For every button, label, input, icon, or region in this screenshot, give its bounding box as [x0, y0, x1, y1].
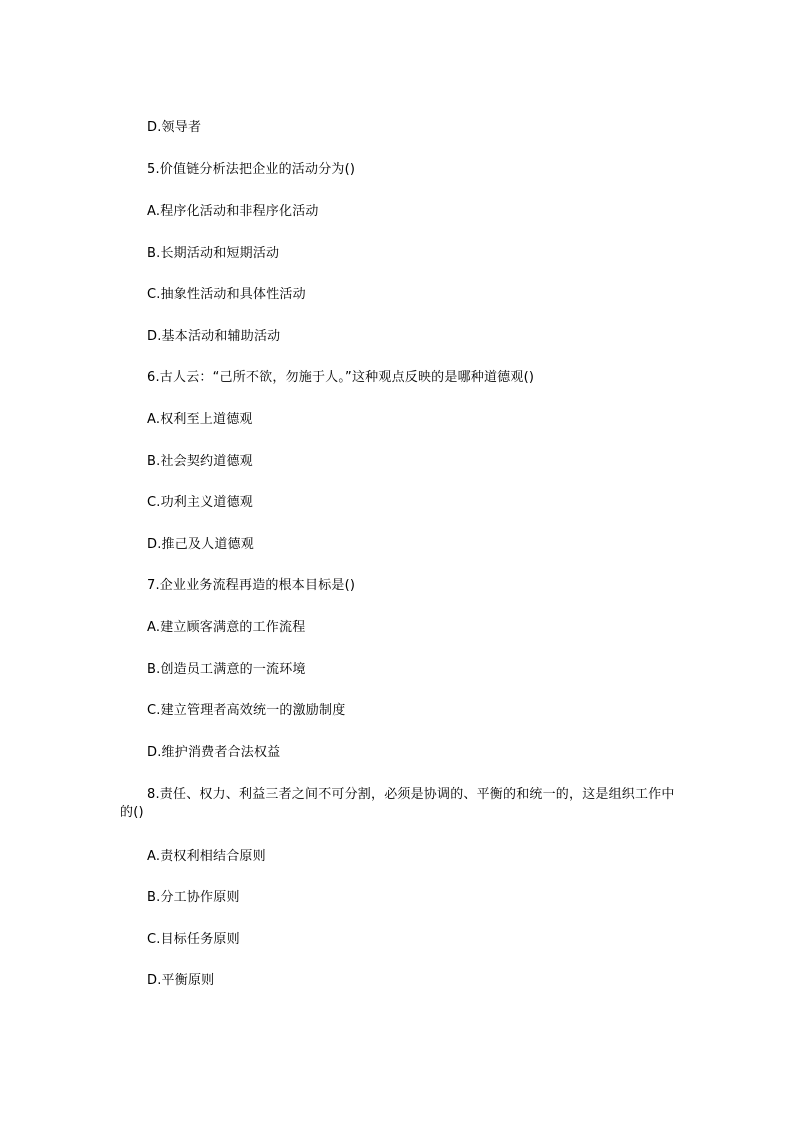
option-c-q8: C.目标任务原则 [147, 932, 240, 947]
option-d-q8: D.平衡原则 [147, 973, 215, 988]
option-a-q6: A.权利至上道德观 [147, 412, 253, 427]
option-d-q5: D.基本活动和辅助活动 [147, 329, 281, 344]
option-a-q7: A.建立顾客满意的工作流程 [147, 620, 306, 635]
option-d-q7: D.维护消费者合法权益 [147, 745, 281, 760]
option-c-q6: C.功利主义道德观 [147, 495, 254, 510]
option-b-q5: B.长期活动和短期活动 [147, 246, 280, 261]
option-d-q6: D.推己及人道德观 [147, 537, 254, 552]
option-b-q7: B.创造员工满意的一流环境 [147, 662, 306, 677]
question-8: 8.责任、权力、利益三者之间不可分割，必须是协调的、平衡的和统一的，这是组织工作中的() [120, 787, 675, 820]
option-d-q4: D.领导者 [147, 120, 202, 135]
question-5: 5.价值链分析法把企业的活动分为() [147, 162, 356, 177]
option-b-q6: B.社会契约道德观 [147, 454, 253, 469]
question-6: 6.古人云：“己所不欲，勿施于人。”这种观点反映的是哪种道德观() [147, 370, 535, 385]
option-c-q7: C.建立管理者高效统一的激励制度 [147, 703, 346, 718]
option-a-q8: A.责权利相结合原则 [147, 849, 266, 864]
question-7: 7.企业业务流程再造的根本目标是() [147, 578, 356, 593]
option-a-q5: A.程序化活动和非程序化活动 [147, 204, 319, 219]
option-c-q5: C.抽象性活动和具体性活动 [147, 287, 306, 302]
option-b-q8: B.分工协作原则 [147, 890, 240, 905]
